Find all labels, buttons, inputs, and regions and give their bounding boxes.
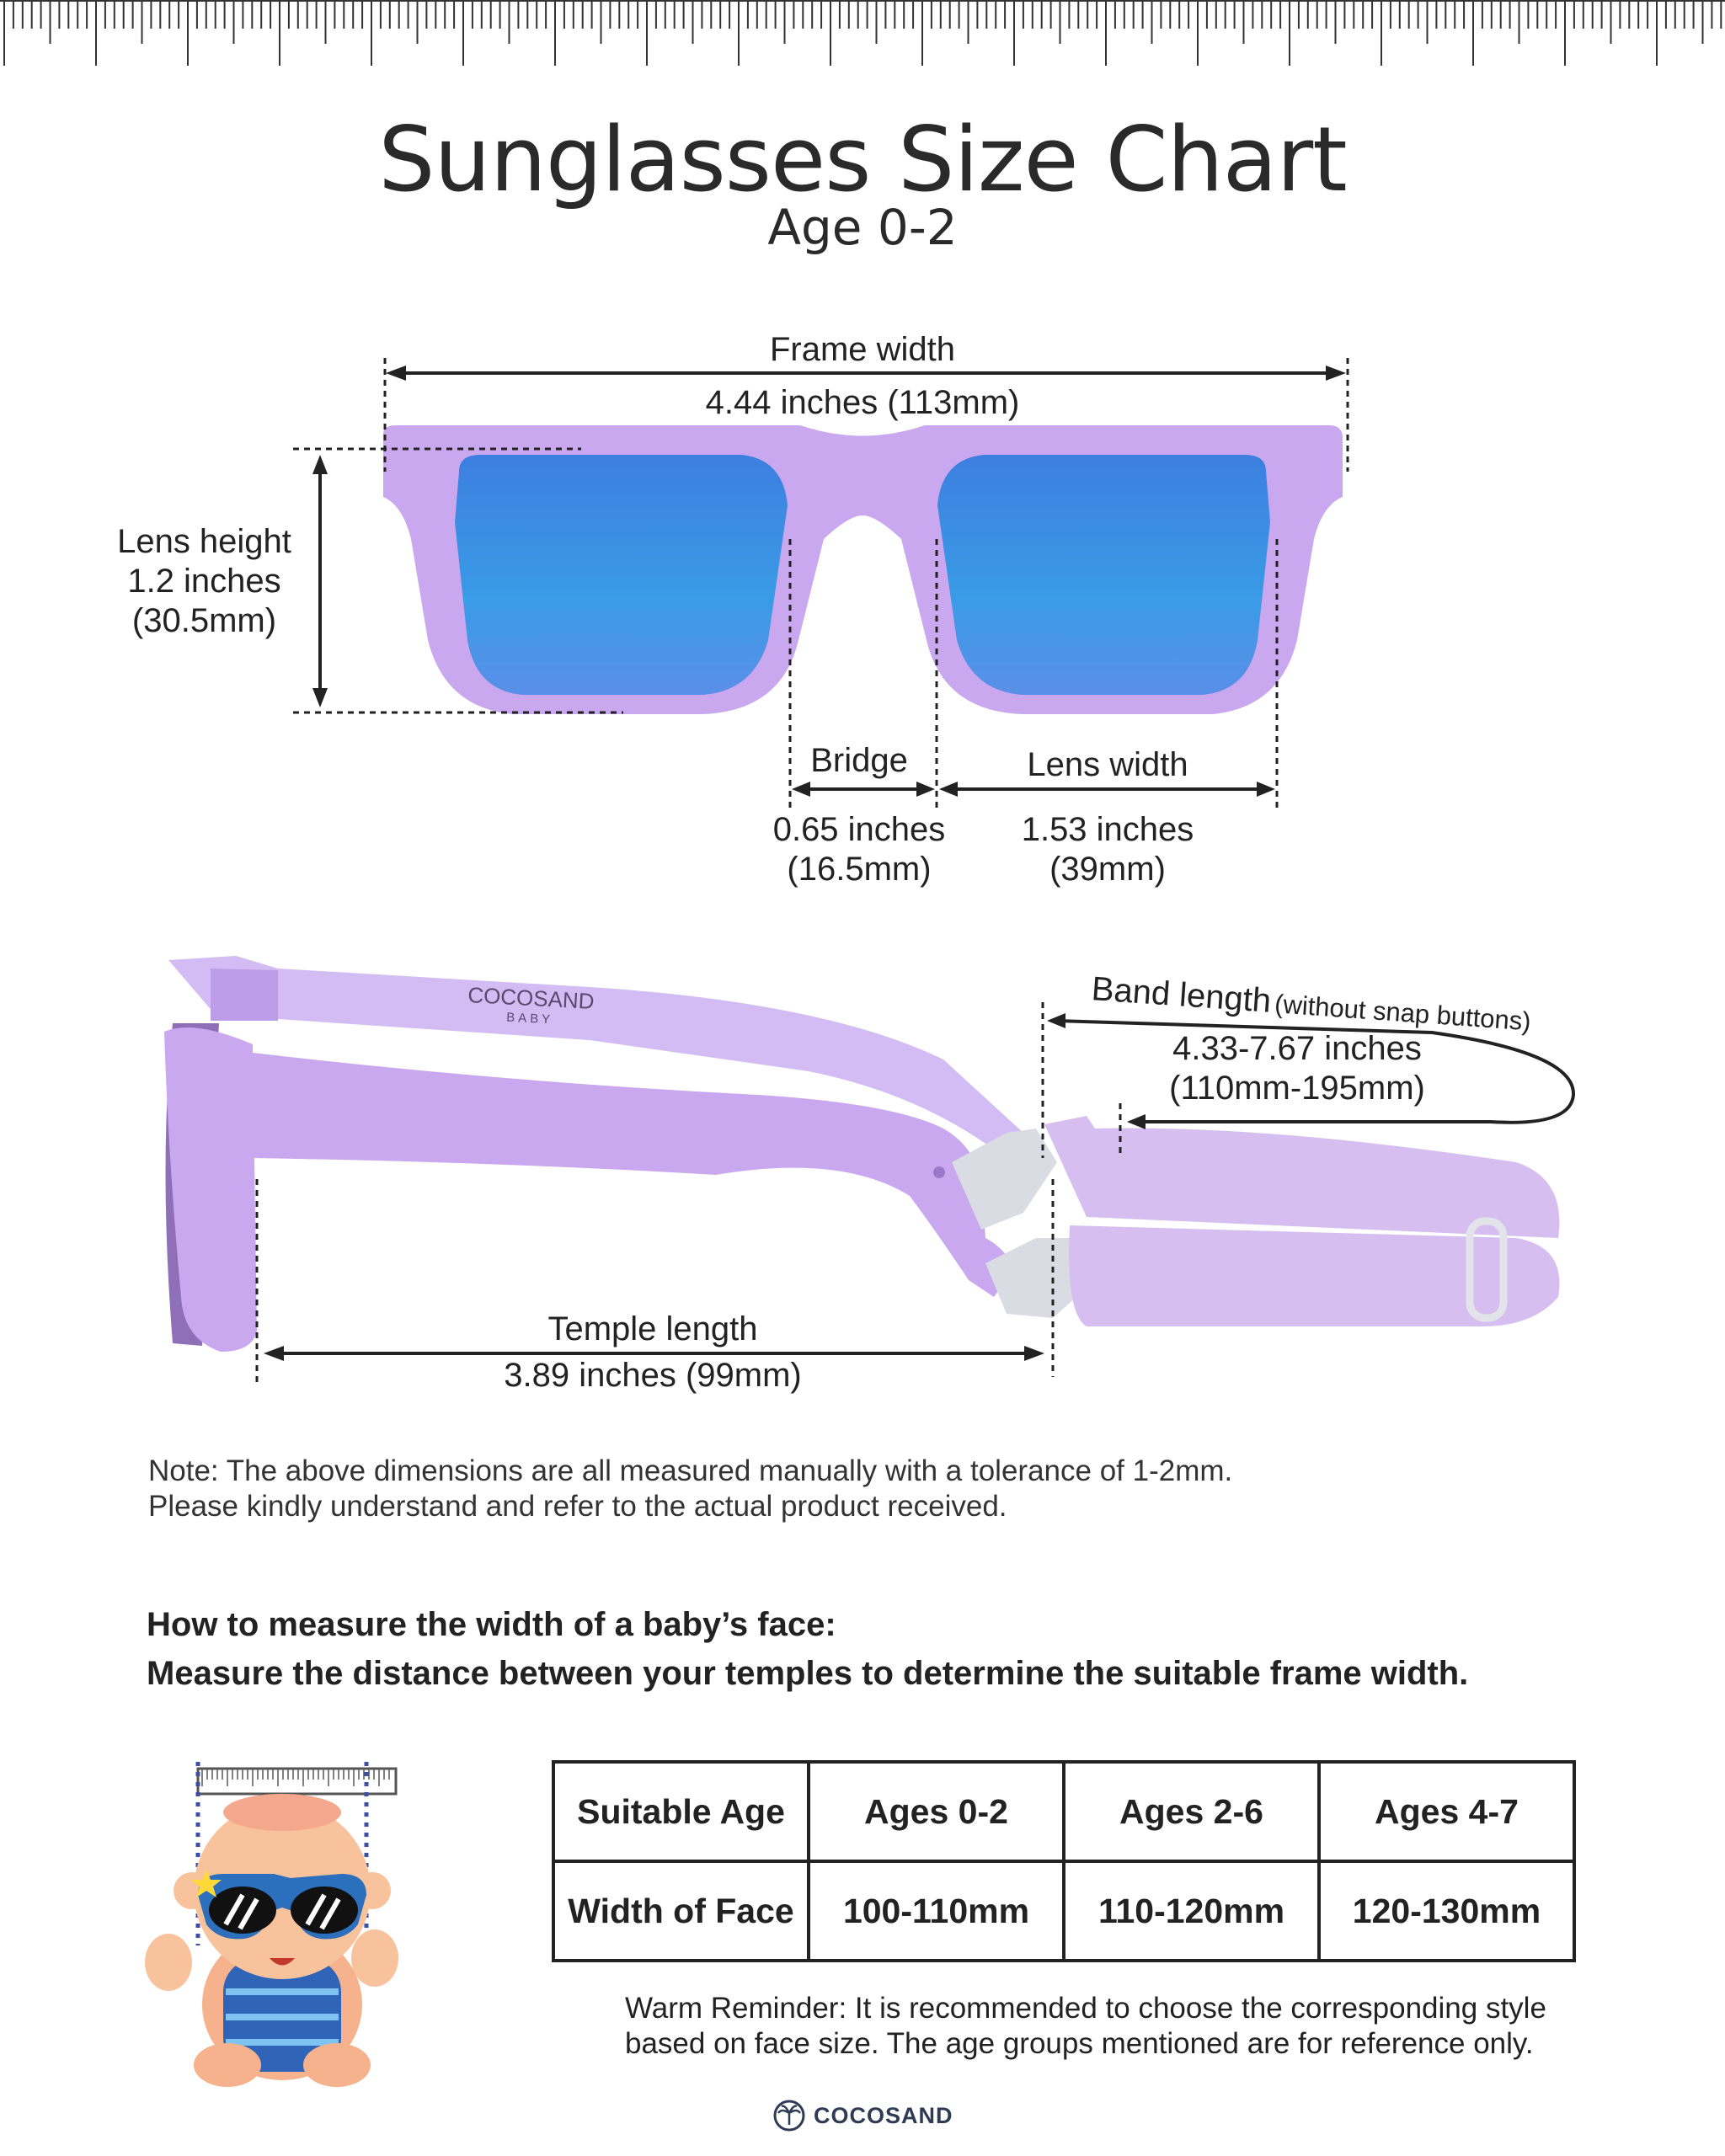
band-length-qualifier: (without snap buttons) bbox=[1274, 989, 1532, 1037]
howto-heading: How to measure the width of a baby’s face: bbox=[147, 1606, 836, 1643]
lens-height-title: Lens height bbox=[117, 523, 291, 560]
footer-brand bbox=[773, 2099, 953, 2132]
footer-brand-name: COCOSAND bbox=[814, 2102, 953, 2128]
table-cell: Ages 2-6 bbox=[1064, 1762, 1319, 1861]
note-line-1: Note: The above dimensions are all measured manually with a tolerance of 1-2mm. bbox=[148, 1454, 1233, 1487]
table-cell: Width of Face bbox=[553, 1861, 809, 1961]
temple-brand-line: BABY bbox=[505, 1010, 554, 1027]
size-table bbox=[552, 1760, 1576, 1962]
measurement-note bbox=[148, 1454, 1580, 1524]
page-subtitle: Age 0-2 bbox=[767, 199, 958, 256]
table-cell: 110-120mm bbox=[1064, 1861, 1319, 1961]
lens-height-label bbox=[84, 522, 324, 642]
frame-width-label: Frame width bbox=[769, 331, 956, 368]
temple-brand: COCOSAND bbox=[467, 982, 595, 1014]
reminder-line-1: Warm Reminder: It is recommended to choose the corresponding style bbox=[625, 1992, 1546, 2025]
lens-width-mm: (39mm) bbox=[1049, 851, 1166, 889]
howto-section bbox=[147, 1600, 1663, 1698]
table-cell: Ages 0-2 bbox=[809, 1762, 1064, 1861]
band-length-mm: (110mm-195mm) bbox=[1169, 1070, 1425, 1107]
page-title: Sunglasses Size Chart bbox=[378, 108, 1347, 211]
bridge-label: Bridge bbox=[810, 742, 908, 779]
bridge-mm: (16.5mm) bbox=[787, 851, 932, 889]
band-length-inches: 4.33-7.67 inches bbox=[1172, 1030, 1422, 1067]
band-length-label: Band length bbox=[1090, 970, 1273, 1020]
note-line-2: Please kindly understand and refer to the actual product received. bbox=[148, 1490, 1007, 1523]
lens-width-label: Lens width bbox=[1027, 746, 1188, 783]
temple-length-value: 3.89 inches (99mm) bbox=[504, 1357, 802, 1394]
howto-instruction: Measure the distance between your temples to determine the suitable frame width. bbox=[147, 1655, 1469, 1692]
lens-height-mm: (30.5mm) bbox=[131, 602, 277, 640]
warm-reminder bbox=[625, 1991, 1636, 2062]
lens-width-value bbox=[990, 810, 1226, 889]
lens-width-inches: 1.53 inches bbox=[1021, 811, 1194, 848]
table-cell: Ages 4-7 bbox=[1319, 1762, 1574, 1861]
band-length-value bbox=[1129, 1029, 1466, 1108]
palm-tree-logo-icon bbox=[773, 2100, 805, 2132]
table-cell: 100-110mm bbox=[809, 1861, 1064, 1961]
table-cell: Suitable Age bbox=[553, 1762, 809, 1861]
bridge-value bbox=[750, 810, 969, 889]
temple-length-label: Temple length bbox=[547, 1310, 758, 1348]
reminder-line-2: based on face size. The age groups mentioned are for reference only. bbox=[625, 2027, 1534, 2060]
table-cell: 120-130mm bbox=[1319, 1861, 1574, 1961]
ruler-icon bbox=[0, 0, 1725, 76]
table-row bbox=[553, 1861, 1574, 1961]
lens-height-inches: 1.2 inches bbox=[127, 563, 281, 600]
frame-width-value: 4.44 inches (113mm) bbox=[705, 384, 1020, 421]
bridge-inches: 0.65 inches bbox=[772, 811, 946, 848]
baby-illustration-icon bbox=[135, 1752, 404, 2089]
table-row bbox=[553, 1762, 1574, 1861]
